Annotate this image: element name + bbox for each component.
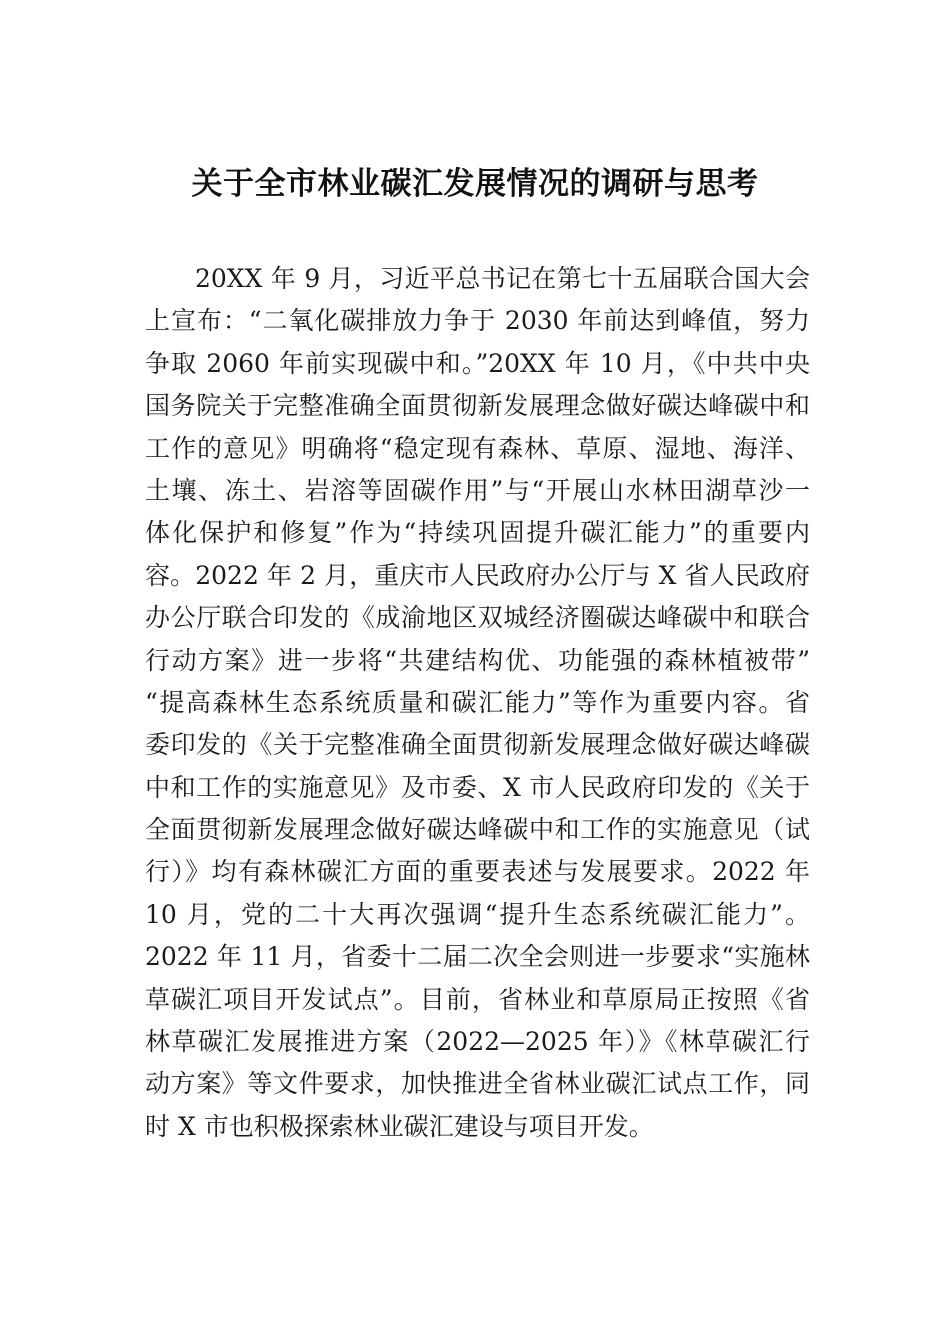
paragraph-line: 10 月，党的二十大再次强调“提升生态系统碳汇能力”。 [145, 899, 810, 929]
paragraph-line: 动方案》等文件要求，加快推进全省林业碳汇试点工作，同 [145, 1069, 810, 1099]
paragraph-line: 2022 年 11 月，省委十二届二次全会则进一步要求“实施林 [145, 942, 810, 972]
paragraph-line: 行）》均有森林碳汇方面的重要表述与发展要求。2022 年 [145, 857, 810, 887]
paragraph-line: 行动方案》进一步将“共建结构优、功能强的森林植被带” [145, 645, 810, 675]
paragraph-line: 工作的意见》明确将“稳定现有森林、草原、湿地、海洋、 [145, 433, 810, 463]
paragraph-line: 体化保护和修复”作为“持续巩固提升碳汇能力”的重要内 [145, 518, 810, 548]
paragraph-line: 国务院关于完整准确全面贯彻新发展理念做好碳达峰碳中和 [145, 391, 810, 421]
document-title: 关于全市林业碳汇发展情况的调研与思考 [191, 166, 759, 202]
paragraph-line: 草碳汇项目开发试点”。目前，省林业和草原局正按照《省 [145, 984, 810, 1014]
paragraph-line: “提高森林生态系统质量和碳汇能力”等作为重要内容。省 [145, 687, 810, 717]
paragraph-line: 土壤、冻土、岩溶等固碳作用”与“开展山水林田湖草沙一 [145, 475, 810, 505]
paragraph-line: 委印发的《关于完整准确全面贯彻新发展理念做好碳达峰碳 [145, 730, 810, 760]
paragraph-line: 中和工作的实施意见》及市委、X 市人民政府印发的《关于 [145, 772, 810, 802]
paragraph-line: 上宣布：“二氧化碳排放力争于 2030 年前达到峰值，努力 [145, 306, 810, 336]
paragraph-line: 办公厅联合印发的《成渝地区双城经济圈碳达峰碳中和联合 [145, 603, 810, 633]
body-paragraph [145, 258, 810, 1148]
paragraph-line: 容。2022 年 2 月，重庆市人民政府办公厅与 X 省人民政府 [145, 560, 810, 590]
paragraph-line: 时 X 市也积极探索林业碳汇建设与项目开发。 [145, 1111, 654, 1141]
paragraph-line: 林草碳汇发展推进方案（2022—2025 年）》《林草碳汇行 [145, 1027, 810, 1057]
paragraph-line: 全面贯彻新发展理念做好碳达峰碳中和工作的实施意见（试 [145, 815, 810, 845]
paragraph-line: 20XX 年 9 月，习近平总书记在第七十五届联合国大会 [195, 264, 810, 293]
paragraph-line: 争取 2060 年前实现碳中和。”20XX 年 10 月，《中共中央 [145, 348, 810, 378]
